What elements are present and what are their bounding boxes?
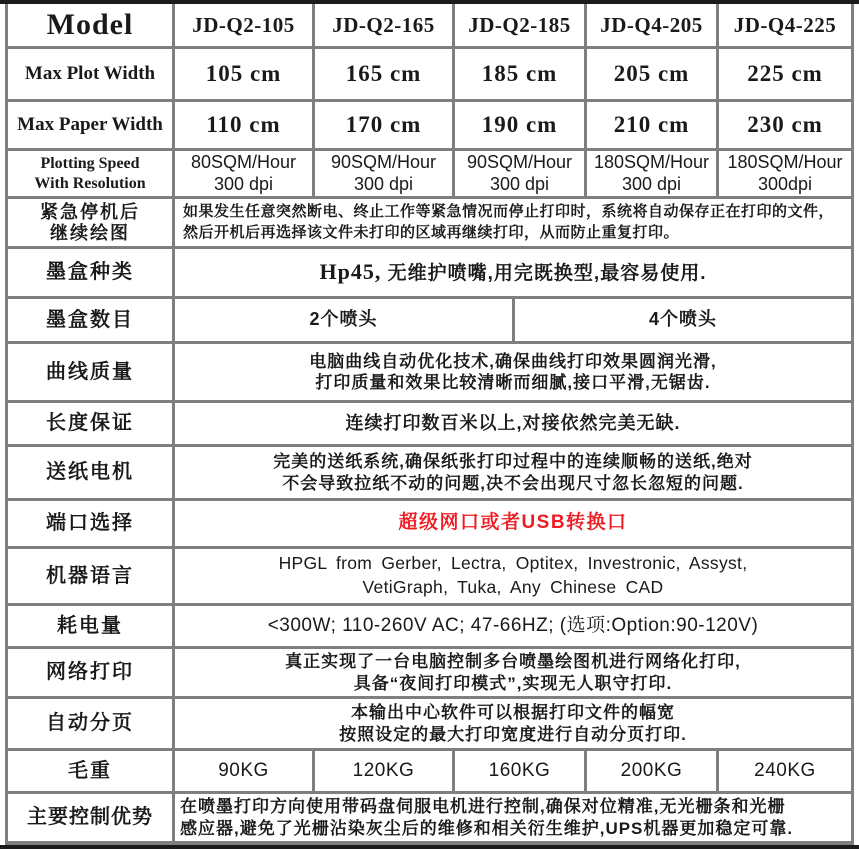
main-control-line2: 感应器,避免了光栅沾染灰尘后的维修和相关衍生维护,UPS机器更加稳定可靠. [180,818,794,838]
model-cell-1: JD-Q2-105 [175,4,312,46]
machine-language-value [175,549,851,603]
row-label-speed [8,151,172,196]
table-row-auto-paging [8,699,851,748]
table-row-paper-width [8,102,851,148]
gross-weight-cell-5: 240KG [719,751,851,791]
row-label-cartridge-count: 墨盒数目 [8,299,172,341]
curve-quality-value [175,344,851,400]
network-printing-line2: 具备“夜间打印模式”,实现无人职守打印. [353,673,673,693]
table-row-network-printing [8,649,851,696]
speed-cell-3 [455,151,584,196]
plot-width-cell-2: 165 cm [315,49,452,99]
model-cell-2: JD-Q2-165 [315,4,452,46]
machine-language-line1: HPGL from Gerber, Lectra, Optitex, Investronic, Assyst, [278,553,748,574]
row-label-gross-weight: 毛重 [8,751,172,791]
speed-value-line1: 180SQM/Hour [593,152,710,173]
plot-width-cell-1: 105 cm [175,49,312,99]
speed-value-line2: 300 dpi [213,173,274,194]
row-label-power: 耗电量 [8,606,172,646]
speed-label-line1: Plotting Speed [40,155,140,173]
table-row-plot-width [8,49,851,99]
cartridge-count-left: 2个喷头 [175,299,512,341]
table-row-paper-feed [8,447,851,498]
table-row-port-selection [8,501,851,546]
speed-value-line1: 80SQM/Hour [190,152,297,173]
speed-value-line2: 300 dpi [353,173,414,194]
speed-cell-4 [587,151,716,196]
length-guarantee-value: 连续打印数百米以上,对接依然完美无缺. [175,403,851,444]
paper-feed-line1: 完美的送纸系统,确保纸张打印过程中的连续顺畅的送纸,绝对 [273,452,753,472]
plot-width-cell-3: 185 cm [455,49,584,99]
speed-value-line2: 300dpi [757,173,813,194]
cartridge-type-text [320,259,707,285]
speed-cell-2 [315,151,452,196]
speed-value-line2: 300 dpi [621,173,682,194]
row-label-auto-paging: 自动分页 [8,699,172,748]
paper-width-cell-3: 190 cm [455,102,584,148]
network-printing-value [175,649,851,696]
table-row-speed [8,151,851,196]
cartridge-count-right: 4个喷头 [515,299,851,341]
table-row-cartridge-type [8,249,851,296]
gross-weight-cell-3: 160KG [455,751,584,791]
table-row-gross-weight [8,751,851,791]
paper-width-cell-5: 230 cm [719,102,851,148]
gross-weight-cell-2: 120KG [315,751,452,791]
gross-weight-cell-4: 200KG [587,751,716,791]
main-control-line1: 在喷墨打印方向使用带码盘伺服电机进行控制,确保对位精准,无光栅条和光栅 [180,797,786,817]
row-label-curve-quality: 曲线质量 [8,344,172,400]
row-label-port-selection: 端口选择 [8,501,172,546]
gross-weight-cell-1: 90KG [175,751,312,791]
row-label-machine-language: 机器语言 [8,549,172,603]
cartridge-type-rest: 无维护喷嘴,用完既换型,最容易使用. [381,263,707,285]
speed-value-line2: 300 dpi [489,173,550,194]
row-label-resume [8,199,172,246]
auto-paging-value [175,699,851,748]
table-row-length-guarantee [8,403,851,444]
resume-label-line2: 继续绘图 [50,222,130,243]
speed-label-line2: With Resolution [34,174,146,192]
paper-width-cell-4: 210 cm [587,102,716,148]
paper-feed-line2: 不会导致拉纸不动的问题,决不会出现尺寸忽长忽短的问题. [282,473,744,493]
speed-value-line1: 180SQM/Hour [727,152,843,173]
row-label-main-control: 主要控制优势 [8,794,172,841]
model-cell-5: JD-Q4-225 [719,4,851,46]
cartridge-type-value [175,249,851,296]
curve-quality-line2: 打印质量和效果比较清晰而细腻,接口平滑,无锯齿. [315,373,711,392]
paper-width-cell-2: 170 cm [315,102,452,148]
resume-value [175,199,851,246]
resume-value-line1: 如果发生任意突然断电、终止工作等紧急情况而停止打印时，系统将自动保存正在打印的文件， [183,203,835,221]
speed-value-line1: 90SQM/Hour [330,152,437,173]
spec-table [5,4,854,845]
speed-cell-5 [719,151,851,196]
curve-quality-line1: 电脑曲线自动优化技术,确保曲线打印效果圆润光滑, [309,351,717,371]
paper-width-cell-1: 110 cm [175,102,312,148]
table-row-resume [8,199,851,246]
power-value: <300W; 110-260V AC; 47-66HZ; (选项:Option:90-120V) [175,606,851,646]
auto-paging-line2: 按照设定的最大打印宽度进行自动分页打印. [339,724,687,744]
table-row-cartridge-count [8,299,851,341]
resume-label-line1: 紧急停机后 [40,201,140,222]
plot-width-cell-4: 205 cm [587,49,716,99]
row-label-paper-width: Max Paper Width [8,102,172,148]
row-label-model: Model [8,4,172,46]
machine-language-line2: VetiGraph, Tuka, Any Chinese CAD [362,577,664,597]
row-label-plot-width: Max Plot Width [8,49,172,99]
resume-value-line2: 然后开机后再选择该文件未打印的区域再继续打印，从而防止重复打印。 [183,223,680,241]
auto-paging-line1: 本输出中心软件可以根据打印文件的幅宽 [351,703,675,723]
cartridge-type-highlight: Hp45, [319,259,382,285]
plot-width-cell-5: 225 cm [719,49,851,99]
row-label-network-printing: 网络打印 [8,649,172,696]
paper-feed-value [175,447,851,498]
table-row-main-control [8,794,851,841]
speed-cell-1 [175,151,312,196]
table-row-power [8,606,851,646]
model-cell-4: JD-Q4-205 [587,4,716,46]
table-row-curve-quality [8,344,851,400]
model-cell-3: JD-Q2-185 [455,4,584,46]
network-printing-line1: 真正实现了一台电脑控制多台喷墨绘图机进行网络化打印, [285,652,741,672]
row-label-cartridge-type: 墨盒种类 [8,249,172,296]
speed-value-line1: 90SQM/Hour [466,152,573,173]
row-label-paper-feed: 送纸电机 [8,447,172,498]
port-selection-value: 超级网口或者USB转换口 [175,501,851,546]
row-label-length-guarantee: 长度保证 [8,403,172,444]
table-row-machine-language [8,549,851,603]
main-control-value [175,794,851,841]
table-row-model [8,4,851,46]
